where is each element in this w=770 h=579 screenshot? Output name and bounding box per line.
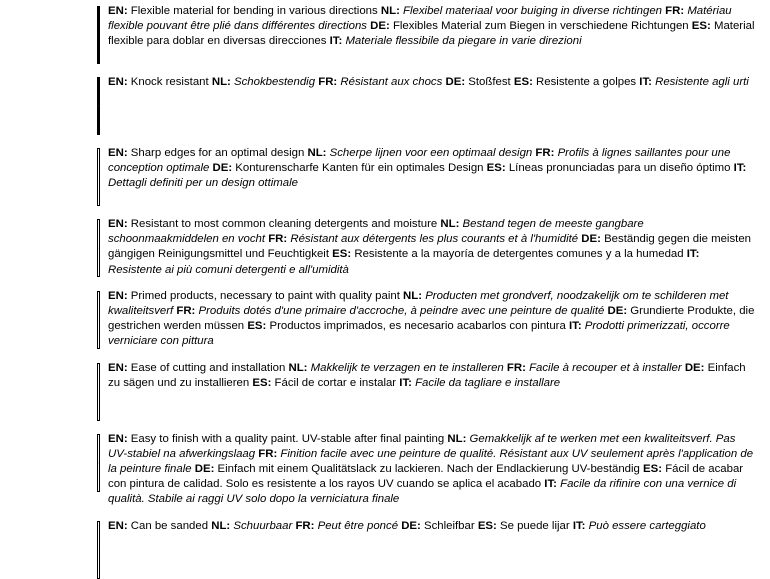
diamond-knock-resistant-icon xyxy=(97,77,100,135)
language-code: EN: xyxy=(108,147,128,159)
language-text: Konturenscharfe Kanten für ein optimales Design xyxy=(232,162,483,174)
language-text: Materiale flessibile da piegare in varie direzioni xyxy=(342,35,581,47)
language-text: Schleifbar xyxy=(421,520,475,532)
language-code: IT: xyxy=(399,377,412,389)
language-text: Schuurbaar xyxy=(230,520,292,532)
legend-text xyxy=(100,357,770,391)
legend-text xyxy=(100,515,770,534)
language-text: Prodotti primerizzati, occorre verniciare con pittura xyxy=(108,320,730,347)
language-code: NL: xyxy=(447,433,466,445)
language-code: FR: xyxy=(535,147,554,159)
language-text: Résistant aux détergents les plus courants et à l'humidité xyxy=(287,233,578,245)
paint-brush-uv-stable-icon xyxy=(97,434,100,492)
water-droplet-cleaning-resistant-icon xyxy=(97,219,100,277)
language-text: Einfach zu sägen und zu installieren xyxy=(108,362,746,389)
language-text: Facile da tagliare e installare xyxy=(412,377,560,389)
language-code: IT: xyxy=(687,248,700,260)
language-text: Scherpe lijnen voor een optimaal design xyxy=(326,147,532,159)
language-code: ES: xyxy=(514,76,533,88)
language-text: Gemakkelijk af te werken met een kwaliteitsverf. Pas UV-stabiel na afwerkingslaag xyxy=(108,433,735,460)
language-text: Ease of cutting and installation xyxy=(128,362,286,374)
language-text: Résistant aux chocs xyxy=(337,76,442,88)
language-text: Può essere carteggiato xyxy=(585,520,705,532)
language-code: ES: xyxy=(252,377,271,389)
language-code: FR: xyxy=(318,76,337,88)
icon-cell xyxy=(0,428,100,492)
language-text: Resistente a la mayoría de detergentes comunes y a la humedad xyxy=(351,248,683,260)
legend-paragraph xyxy=(108,4,756,50)
language-code: ES: xyxy=(643,463,662,475)
language-text: Sharp edges for an optimal design xyxy=(128,147,305,159)
language-code: FR: xyxy=(176,305,195,317)
language-code: NL: xyxy=(211,520,230,532)
language-code: EN: xyxy=(108,76,128,88)
language-code: NL: xyxy=(440,218,459,230)
legend-text xyxy=(100,285,770,350)
language-code: NL: xyxy=(288,362,307,374)
language-code: NL: xyxy=(307,147,326,159)
language-code: NL: xyxy=(403,290,422,302)
language-code: FR: xyxy=(258,448,277,460)
language-code: IT: xyxy=(330,35,343,47)
language-code: ES: xyxy=(692,20,711,32)
legend-row xyxy=(0,71,770,135)
language-code: EN: xyxy=(108,5,128,17)
language-code: DE: xyxy=(401,520,421,532)
sanding-hand-icon xyxy=(97,521,100,579)
language-text: Knock resistant xyxy=(128,76,209,88)
language-text: Matériau flexible pouvant être plié dans différentes directions xyxy=(108,5,732,32)
language-code: NL: xyxy=(212,76,231,88)
sharp-edges-design-icon xyxy=(97,148,100,206)
language-text: Resistente ai più comuni detergenti e all'umidità xyxy=(108,264,349,276)
legend-paragraph xyxy=(108,146,756,192)
language-text: Flexible material for bending in various directions xyxy=(128,5,378,17)
legend-paragraph xyxy=(108,289,756,350)
language-code: EN: xyxy=(108,218,128,230)
language-code: DE: xyxy=(446,76,466,88)
language-text: Material flexible para doblar en diversas direcciones xyxy=(108,20,754,47)
language-code: DE: xyxy=(195,463,215,475)
language-code: IT: xyxy=(734,162,747,174)
legend-row xyxy=(0,213,770,278)
legend-text xyxy=(100,0,770,50)
language-code: ES: xyxy=(478,520,497,532)
legend-row xyxy=(0,428,770,508)
language-code: DE: xyxy=(581,233,601,245)
language-code: IT: xyxy=(573,520,586,532)
language-text: Productos imprimados, es necesario acabarlos con pintura xyxy=(266,320,565,332)
legend-row xyxy=(0,357,770,421)
legend-text xyxy=(100,71,770,90)
language-text: Primed products, necessary to paint with quality paint xyxy=(128,290,400,302)
language-code: DE: xyxy=(608,305,628,317)
language-code: DE: xyxy=(685,362,705,374)
language-code: FR: xyxy=(295,520,314,532)
language-text: Schokbestendig xyxy=(231,76,315,88)
language-text: Producten met grondverf, noodzakelijk om te schilderen met kwaliteitsverf xyxy=(108,290,728,317)
language-code: ES: xyxy=(487,162,506,174)
language-text: Grundierte Produkte, die gestrichen werden müssen xyxy=(108,305,754,332)
language-code: EN: xyxy=(108,290,128,302)
language-code: IT: xyxy=(544,478,557,490)
legend-text xyxy=(100,213,770,278)
language-code: DE: xyxy=(370,20,390,32)
icon-cell xyxy=(0,71,100,135)
language-text: Profils à lignes saillantes pour une conception optimale xyxy=(108,147,730,174)
icon-cell xyxy=(0,357,100,421)
language-text: Stoßfest xyxy=(465,76,511,88)
language-text: Easy to finish with a quality paint. UV-stable after final painting xyxy=(128,433,445,445)
legend-text xyxy=(100,142,770,192)
language-code: EN: xyxy=(108,520,128,532)
primed-spray-icon xyxy=(97,291,100,349)
language-text: Produits dotés d'une primaire d'accroche, à peindre avec une peinture de qualité xyxy=(195,305,604,317)
icon-cell xyxy=(0,0,100,64)
language-text: Fácil de cortar e instalar xyxy=(271,377,396,389)
legend-text xyxy=(100,428,770,508)
language-text: Facile da rifinire con una vernice di qualità. Stabile ai raggi UV solo dopo la verniciatura finale xyxy=(108,478,736,505)
language-text: Makkelijk te verzagen en te installeren xyxy=(307,362,503,374)
legend-row xyxy=(0,285,770,350)
legend-row xyxy=(0,515,770,579)
language-text: Facile à recouper et à installer xyxy=(526,362,682,374)
language-code: ES: xyxy=(332,248,351,260)
legend-paragraph xyxy=(108,75,756,90)
language-code: FR: xyxy=(268,233,287,245)
language-code: IT: xyxy=(639,76,652,88)
legend-paragraph xyxy=(108,519,756,534)
language-code: DE: xyxy=(213,162,233,174)
language-code: NL: xyxy=(381,5,400,17)
language-text: Resistente a golpes xyxy=(533,76,636,88)
language-text: Resistant to most common cleaning detergents and moisture xyxy=(128,218,438,230)
legend-paragraph xyxy=(108,361,756,391)
language-text: Fácil de acabar con pintura de calidad. Solo es resistente a los rayos UV cuando se aplica el acabado xyxy=(108,463,743,490)
icon-cell xyxy=(0,285,100,349)
language-code: EN: xyxy=(108,362,128,374)
language-code: EN: xyxy=(108,433,128,445)
language-text: Líneas pronunciadas para un diseño óptimo xyxy=(506,162,731,174)
language-text: Peut être poncé xyxy=(314,520,398,532)
language-text: Finition facile avec une peinture de qualité. Résistant aux UV seulement après l'application de la peinture finale xyxy=(108,448,753,475)
flexible-bending-arrows-icon xyxy=(97,6,100,64)
language-text: Bestand tegen de meeste gangbare schoonmaakmiddelen en vocht xyxy=(108,218,644,245)
language-text: Beständig gegen die meisten gängigen Reinigungsmittel und Feuchtigkeit xyxy=(108,233,751,260)
icon-cell xyxy=(0,515,100,579)
language-text: Resistente agli urti xyxy=(652,76,749,88)
language-code: ES: xyxy=(247,320,266,332)
language-text: Flexibel materiaal voor buiging in diverse richtingen xyxy=(400,5,662,17)
cutting-installation-icon xyxy=(97,363,100,421)
language-text: Can be sanded xyxy=(128,520,208,532)
language-text: Dettagli definiti per un design ottimale xyxy=(108,177,298,189)
icon-cell xyxy=(0,142,100,206)
language-text: Einfach mit einem Qualitätslack zu lackieren. Nach der Endlackierung UV-beständig xyxy=(214,463,639,475)
language-code: IT: xyxy=(569,320,582,332)
icon-cell xyxy=(0,213,100,277)
legend-paragraph xyxy=(108,217,756,278)
language-code: FR: xyxy=(507,362,526,374)
language-text: Flexibles Material zum Biegen in verschiedene Richtungen xyxy=(390,20,689,32)
language-text: Se puede lijar xyxy=(497,520,570,532)
legend-paragraph xyxy=(108,432,756,508)
language-code: FR: xyxy=(665,5,684,17)
legend-row xyxy=(0,0,770,64)
legend-row xyxy=(0,142,770,206)
